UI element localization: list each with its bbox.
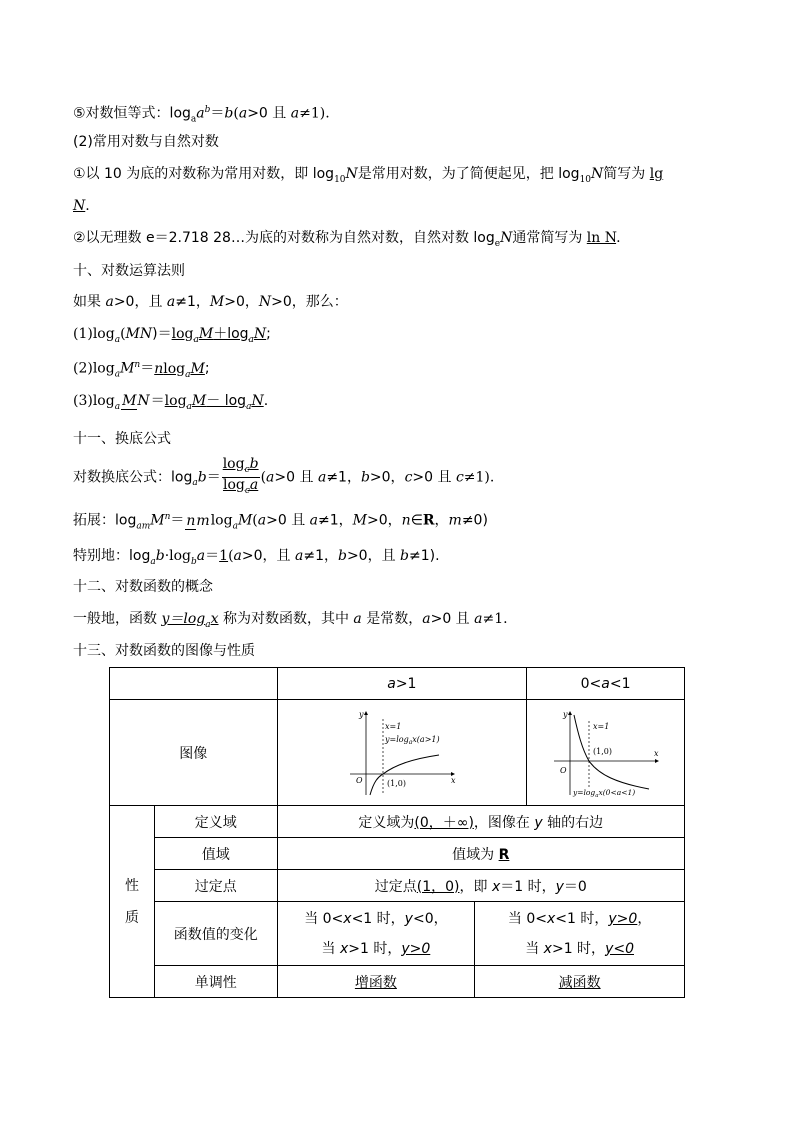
- graph2-x-label: x: [653, 748, 659, 758]
- graph2-origin-label: O: [559, 765, 567, 775]
- monotonicity-label: 单调性: [154, 966, 277, 998]
- subsection-common-natural-log: (2)常用对数与自然对数: [73, 134, 219, 150]
- common-log-line: ①以 10 为底的对数称为常用对数，即 $\log_{10}N$是常用对数，为了简便起见，把 $\log_{10}N$简写为 lg: [73, 166, 664, 185]
- graph1-origin-label: O: [355, 775, 363, 785]
- value-change-increasing: [277, 902, 475, 966]
- range-value: 值域为 R: [277, 838, 684, 870]
- natural-log-line: ②以无理数 e＝2.718 28…为底的对数称为自然对数，自然对数 $\log_eN$通常简写为 ln N.: [73, 230, 621, 249]
- rule-product: $(1)\log_a(MN)=\log_aM+\log_aN$;: [73, 326, 271, 345]
- range-label: 值域: [154, 838, 277, 870]
- log-function-properties-table: [109, 667, 685, 998]
- change-of-base-line: 对数换底公式：$\log_ab=$ $\frac{\log_cb}{\log_ca}$ (a>0 且 a≠1，b>0，c>0 且 c≠1).: [73, 456, 495, 496]
- header-blank-cell: [110, 668, 278, 700]
- graph2-x1-label: x=1: [592, 721, 609, 731]
- section-twelve-heading: 十二、对数函数的概念: [73, 579, 213, 595]
- common-log-line-cont: N.: [73, 198, 90, 214]
- domain-label: 定义域: [154, 806, 277, 838]
- rule-quotient: $(3)\log_a$ $MN=\log_aM- \log_aN$.: [73, 393, 269, 412]
- graph-cell-increasing: [277, 700, 527, 806]
- change-dec-line1: 当 0<x<1 时，y>0，: [507, 910, 652, 927]
- graph2-point-label: (1,0): [592, 746, 612, 756]
- section-ten-heading: 十、对数运算法则: [73, 263, 185, 279]
- extension-line: 拓展：$\log_{am}M^n= nmlog_aM(a>0$ 且 a≠1，M>0，n∈R，m≠0): [73, 512, 488, 532]
- graph1-point-label: (1,0): [386, 778, 406, 788]
- fixed-point-label: 过定点: [154, 870, 277, 902]
- graph-cell-decreasing: [527, 700, 685, 806]
- identity-line: ⑤对数恒等式：$\log_aa^b=b(a>0$ 且 a≠1).: [73, 105, 330, 125]
- change-inc-line2: 当 x>1 时，y>0: [321, 940, 431, 957]
- graph1-y-label: y: [358, 709, 364, 719]
- header-a-between-0-1: 0<a<1: [527, 668, 685, 700]
- graph1-log-curve: [370, 755, 439, 795]
- graph2-y-label: y: [562, 709, 568, 719]
- monotonicity-decreasing: 减函数: [475, 966, 685, 998]
- properties-label-cell: 性质: [110, 806, 155, 998]
- log-function-definition: 一般地，函数 $y=\log_ax$ 称为对数函数，其中 a 是常数，a>0 且 a≠1.: [73, 611, 508, 630]
- change-inc-line1: 当 0<x<1 时，y<0，: [304, 910, 448, 927]
- section-eleven-heading: 十一、换底公式: [73, 431, 171, 447]
- graph-log-a-greater-1: [347, 709, 457, 797]
- section-thirteen-heading: 十三、对数函数的图像与性质: [73, 643, 255, 659]
- graph2-y-arrow: [568, 711, 572, 715]
- value-change-label: 函数值的变化: [154, 902, 277, 966]
- image-row-label: 图像: [110, 700, 278, 806]
- domain-value: 定义域为(0，＋∞)，图像在 y 轴的右边: [277, 806, 684, 838]
- graph2-func-label: $y=\log_ax(0<a<1)$: [572, 787, 635, 797]
- header-a-greater-1: a>1: [277, 668, 527, 700]
- graph1-x1-label: x=1: [384, 721, 402, 731]
- rule-power: $(2)\log_aM^n=nlog_aM$;: [73, 360, 210, 380]
- graph1-x-label: x: [450, 775, 456, 785]
- special-case-line: 特别地：$\log_ab\cdot\log_ba=1(a>0$，且 a≠1，b>0，且 b≠1).: [73, 548, 440, 567]
- graph2-x-arrow: [655, 759, 659, 763]
- monotonicity-increasing: 增函数: [277, 966, 475, 998]
- value-change-decreasing: [475, 902, 685, 966]
- graph1-func-label: $y=\log_ax(a>1)$: [384, 734, 440, 746]
- conditions-line: 如果 a>0，且 a≠1，M>0，N>0，那么：: [73, 294, 348, 310]
- graph-log-a-between-0-1: [551, 709, 661, 797]
- change-dec-line2: 当 x>1 时，y<0: [525, 940, 634, 957]
- fixed-point-value: 过定点(1，0)，即 x＝1 时，y＝0: [277, 870, 684, 902]
- graph1-y-arrow: [364, 711, 368, 715]
